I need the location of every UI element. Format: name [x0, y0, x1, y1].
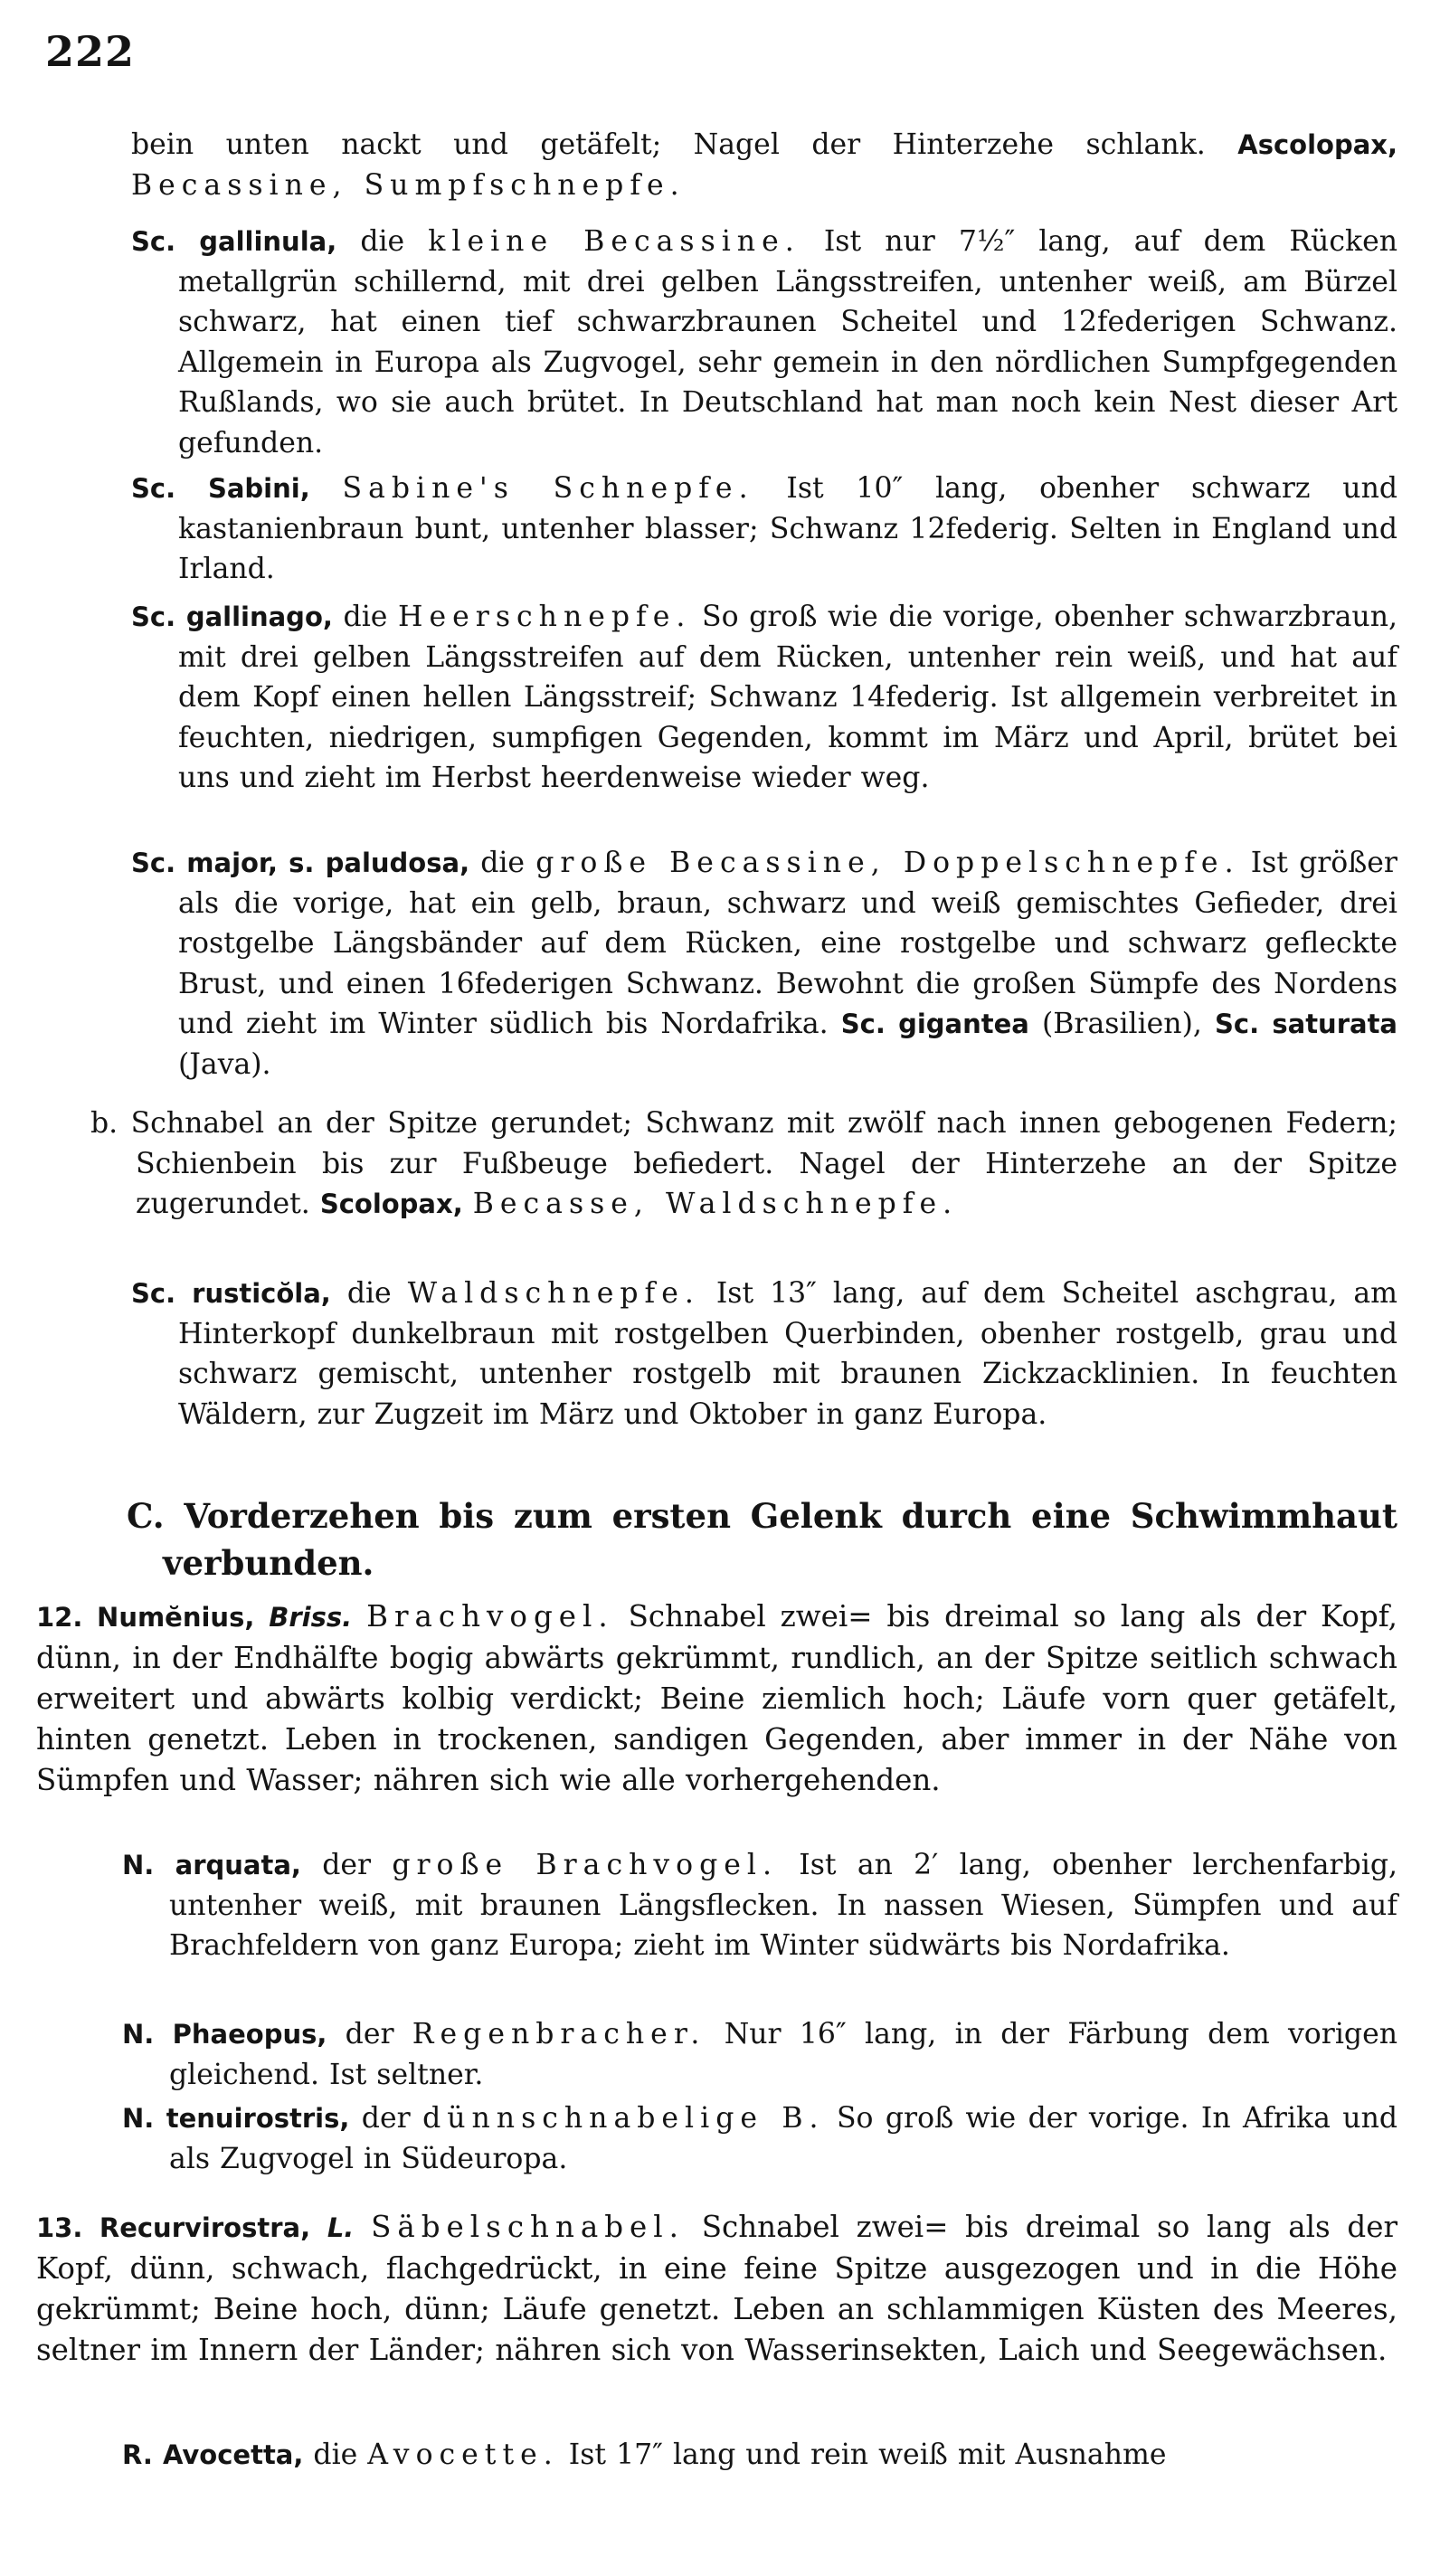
- entry-n-phaeopus: [122, 2014, 1397, 2095]
- common-name: Brachvogel.: [366, 1599, 614, 1634]
- body-text: So groß wie die vorige, obenher schwarzbraun, mit drei gelben Längsstreifen auf dem Rücken, untenher rein weiß, und hat auf dem Kopf einen hellen Längsstreif; Schwanz 14federig. Ist allgemein verbreitet in feuchten, niedrigen, sumpfigen Gegenden, kommt im März und April, brütet bei uns und zieht im Herbst heerdenweise wieder weg.: [178, 601, 1397, 794]
- author-abbreviation-italic: Briss.: [269, 1602, 353, 1633]
- body-text: [354, 2210, 371, 2244]
- latin-name: N. Phaeopus,: [122, 2019, 327, 2050]
- body-text: die: [303, 2439, 368, 2471]
- body-text: Ist 17″ lang und rein weiß mit Ausnahme: [558, 2439, 1167, 2471]
- body-text: Ist größer als die vorige, hat ein gelb, braun, schwarz und weiß gemischtes Gefieder, drei rostgelbe Längsbänder auf dem Rücken, eine rostgelbe und schwarz gefleckte Brust, und einen 16federigen Schwanz. Bewohnt die großen Sümpfe des Nordens und zieht im Winter südlich bis Nordafrika.: [178, 847, 1397, 1040]
- body-text: So groß wie der vorige. In Afrika und als Zugvogel in Südeuropa.: [169, 2102, 1398, 2175]
- body-text: C. Vorderzehen bis zum ersten Gelenk durch eine Schwimmhaut verbunden.: [127, 1496, 1397, 1583]
- body-text: der: [300, 1849, 393, 1881]
- page-number: 222: [45, 27, 136, 76]
- common-name: große Becassine, Doppelschnepfe.: [535, 847, 1240, 879]
- author-abbreviation: [327, 2212, 355, 2243]
- body-text: b. Schnabel an der Spitze gerundet; Schwanz mit zwölf nach innen gebogenen Federn; Schienbein bis zur Fußbeuge befiedert. Nagel der Hinterzehe an der Spitze zugerundet.: [90, 1107, 1397, 1220]
- body-text: bein unten nackt und getäfelt; Nagel der Hinterzehe schlank.: [131, 128, 1238, 161]
- latin-name: N. arquata,: [122, 1850, 301, 1880]
- body-text: Schnabel zwei= bis dreimal so lang als der Kopf, dünn, schwach, flachgedrückt, in eine feine Spitze ausgezogen und in die Höhe gekrümmt; Beine hoch, dünn; Läufe genetzt. Leben an schlammigen Küsten des Meeres, seltner im Innern der Länder; nähren sich von Wasserinsekten, Laich und Seegewächsen.: [36, 2210, 1397, 2367]
- body-text: Nur 16″ lang, in der Färbung dem vorigen gleichend. Ist seltner.: [169, 2018, 1397, 2091]
- body-text: [352, 1599, 366, 1634]
- entry-sc-rusticola: [131, 1274, 1397, 1435]
- author-abbreviation-italic: L.: [327, 2212, 355, 2243]
- common-name: dünnschnabelige B.: [422, 2102, 825, 2135]
- latin-name: Ascolopax,: [1237, 129, 1397, 160]
- body-text: [254, 1599, 269, 1634]
- body-text: Schnabel zwei= bis dreimal so lang als der Kopf, dünn, in der Endhälfte bogig abwärts gekrümmt, rundlich, an der Spitze seitlich schwach erweitert und abwärts kolbig verdickt; Beine ziemlich hoch; Läufe vorn quer getäfelt, hinten genetzt. Leben in trockenen, sandigen Gegenden, aber immer in der Nähe von Sümpfen und Wasser; nähren sich wie alle vorhergehenden.: [36, 1599, 1398, 1797]
- body-text: die: [332, 601, 399, 633]
- genus-numenius: [36, 1596, 1397, 1801]
- body-text: (Brasilien),: [1028, 1008, 1216, 1040]
- entry-sc-sabini: [131, 469, 1397, 590]
- common-name: Heerschnepfe.: [398, 601, 692, 633]
- latin-name: Scolopax,: [319, 1189, 463, 1219]
- body-text: Ist 10″ lang, obenher schwarz und kastanienbraun bunt, untenher blasser; Schwanz 12federig. Selten in England und Irland.: [178, 472, 1398, 585]
- body-text: Ist 13″ lang, auf dem Scheitel aschgrau, am Hinterkopf dunkelbraun mit rostgelben Querbinden, obenher rostgelb, grau und schwarz gemischt, untenher rostgelb mit braunen Zickzacklinien. In feuchten Wäldern, zur Zugzeit im März und Oktober in ganz Europa.: [178, 1277, 1398, 1431]
- latin-name: R. Avocetta,: [122, 2439, 304, 2470]
- latin-name: Sc. gallinago,: [131, 601, 333, 632]
- entry-r-avocetta: [122, 2435, 1397, 2476]
- latin-name: Sc. saturata: [1215, 1009, 1398, 1039]
- common-name: kleine Becassine.: [428, 225, 801, 258]
- latin-name: Sc. rusticŏla,: [131, 1278, 331, 1309]
- common-name: große Brachvogel.: [392, 1849, 779, 1881]
- common-name: Säbelschnabel.: [371, 2210, 686, 2244]
- body-text: die: [469, 847, 536, 879]
- body-text: [310, 472, 343, 505]
- common-name: Regenbracher.: [412, 2018, 706, 2050]
- latin-name: Sc. gigantea: [840, 1009, 1029, 1039]
- author-abbreviation: [269, 1602, 352, 1633]
- entry-sc-major: [131, 843, 1397, 1084]
- common-name: Waldschnepfe.: [407, 1277, 700, 1310]
- latin-name: Sc. major, s. paludosa,: [131, 848, 470, 878]
- entry-n-arquata: [122, 1845, 1397, 1966]
- common-name: Avocette.: [367, 2439, 559, 2471]
- entry-sc-gallinago: [131, 597, 1397, 799]
- entry-subgroup-b: [90, 1103, 1397, 1225]
- genus-recurvirostra: [36, 2207, 1397, 2371]
- body-text: der: [349, 2102, 423, 2135]
- common-name: Becasse, Waldschnepfe.: [472, 1188, 959, 1220]
- body-text: (Java).: [178, 1047, 271, 1081]
- body-text: die: [336, 225, 429, 258]
- common-name: Becassine, Sumpfschnepfe.: [131, 168, 686, 202]
- group-heading-c: [127, 1492, 1397, 1586]
- latin-name: 12. Numĕnius,: [36, 1602, 255, 1633]
- latin-name: N. tenuirostris,: [122, 2103, 350, 2134]
- body-text: [463, 1188, 473, 1220]
- latin-name: Sc. gallinula,: [131, 226, 337, 257]
- body-text: Ist an 2′ lang, obenher lerchenfarbig, untenher weiß, mit braunen Längsflecken. In nassen Wiesen, Sümpfen und auf Brachfeldern von ganz Europa; zieht im Winter südwärts bis Nordafrika.: [169, 1849, 1398, 1962]
- body-text: Ist nur 7½″ lang, auf dem Rücken metallgrün schillernd, mit drei gelben Längsstreifen, untenher weiß, am Bürzel schwarz, hat einen tief schwarzbraunen Scheitel und 12federigen Schwanz. Allgemein in Europa als Zugvogel, sehr gemein in den nördlichen Sumpfgegenden Rußlands, wo sie auch brütet. In Deutschland hat man noch kein Nest dieser Art gefunden.: [178, 225, 1398, 459]
- body-text: der: [327, 2018, 412, 2050]
- body-text: die: [330, 1277, 408, 1310]
- entry-ascolopax-continuation: [131, 125, 1397, 205]
- entry-sc-gallinula: [131, 222, 1397, 463]
- common-name: Sabine's Schnepfe.: [342, 472, 754, 505]
- entry-n-tenuirostris: [122, 2098, 1397, 2179]
- latin-name: Sc. Sabini,: [131, 473, 310, 504]
- latin-name: 13. Recurvirostra,: [36, 2212, 311, 2243]
- body-text: [310, 2210, 327, 2244]
